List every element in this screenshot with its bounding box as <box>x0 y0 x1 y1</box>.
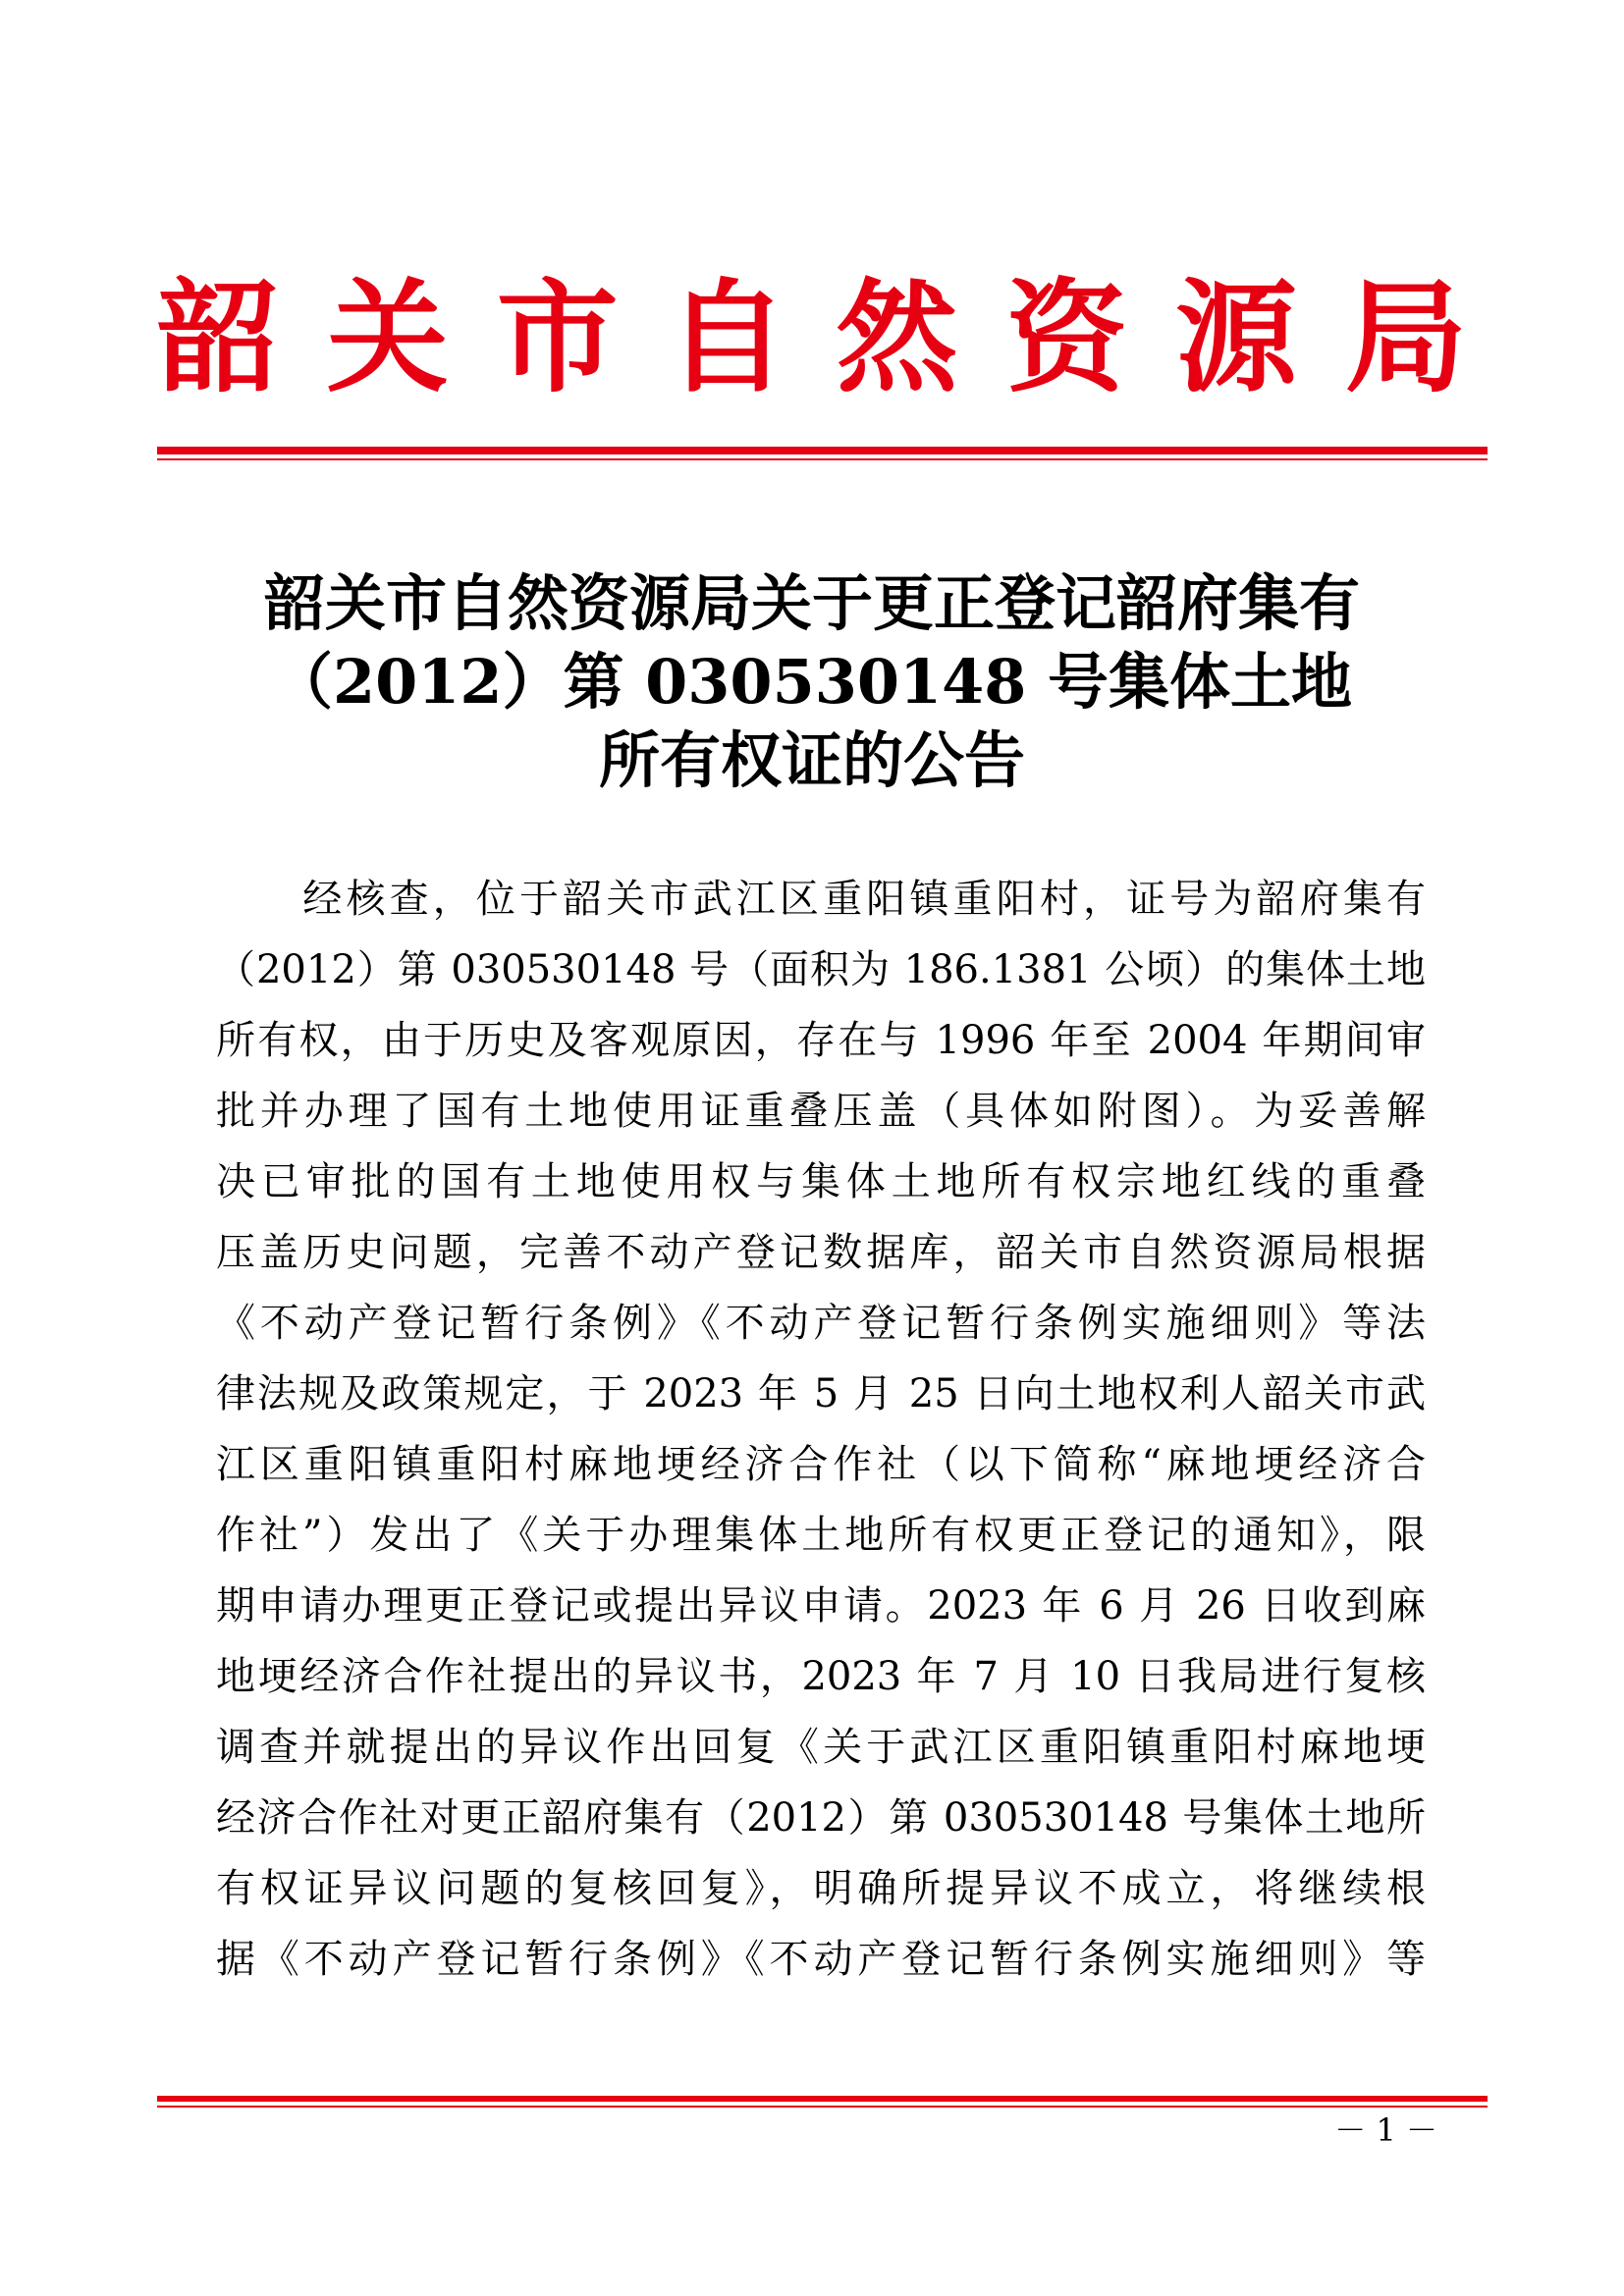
body-line: 决已审批的国有土地使用权与集体土地所有权宗地红线的重叠 <box>216 1159 1426 1204</box>
title-line: 所有权证的公告 <box>598 724 1025 796</box>
org-header-char: 源 <box>1175 267 1298 409</box>
body-line: 据《不动产登记暂行条例》《不动产登记暂行条例实施细则》等 <box>216 1937 1426 1982</box>
body-line: 地埂经济合作社提出的异议书，2023 年 7 月 10 日我局进行复核 <box>216 1654 1426 1699</box>
body-line: 所有权，由于历史及客观原因，存在与 1996 年至 2004 年期间审 <box>216 1018 1426 1063</box>
notice-body <box>216 864 1426 1995</box>
footer-rule-thin <box>157 2106 1488 2108</box>
org-header-char: 局 <box>1344 267 1467 409</box>
title-line: 韶关市自然资源局关于更正登记韶府集有 <box>263 567 1360 639</box>
body-line: 期申请办理更正登记或提出异议申请。2023 年 6 月 26 日收到麻 <box>216 1583 1426 1629</box>
notice-title <box>157 564 1467 800</box>
body-line: 有权证异议问题的复核回复》，明确所提异议不成立，将继续根 <box>216 1866 1426 1911</box>
body-line: 《不动产登记暂行条例》《不动产登记暂行条例实施细则》等法 <box>216 1301 1426 1346</box>
body-line: 压盖历史问题，完善不动产登记数据库，韶关市自然资源局根据 <box>216 1230 1426 1275</box>
org-header-char: 自 <box>666 267 788 409</box>
body-line: 调查并就提出的异议作出回复《关于武江区重阳镇重阳村麻地埂 <box>216 1725 1426 1770</box>
header-rule-thick <box>157 447 1488 454</box>
body-line: （2012）第 030530148 号（面积为 186.1381 公顷）的集体土地 <box>216 947 1426 992</box>
body-line: 律法规及政策规定，于 2023 年 5 月 25 日向土地权利人韶关市武 <box>216 1371 1426 1416</box>
header-rule-thin <box>157 458 1488 460</box>
org-header-char: 市 <box>496 267 619 409</box>
body-line: 作社”）发出了《关于办理集体土地所有权更正登记的通知》，限 <box>216 1513 1426 1558</box>
org-header-char: 关 <box>326 267 449 409</box>
org-header-char: 韶 <box>157 267 280 409</box>
org-header <box>157 265 1467 412</box>
body-line: 批并办理了国有土地使用证重叠压盖（具体如附图）。为妥善解 <box>216 1089 1426 1134</box>
title-line: （2012）第 030530148 号集体土地 <box>272 646 1352 718</box>
body-line: 江区重阳镇重阳村麻地埂经济合作社（以下简称“麻地埂经济合 <box>216 1442 1426 1487</box>
body-line: 经济合作社对更正韶府集有（2012）第 030530148 号集体土地所 <box>216 1795 1426 1841</box>
org-header-char: 然 <box>836 267 958 409</box>
page-number: － 1 － <box>1334 2111 1437 2149</box>
footer-rule-thick <box>157 2096 1488 2102</box>
body-line: 经核查，位于韶关市武江区重阳镇重阳村，证号为韶府集有 <box>216 877 1426 922</box>
org-header-char: 资 <box>1005 267 1128 409</box>
